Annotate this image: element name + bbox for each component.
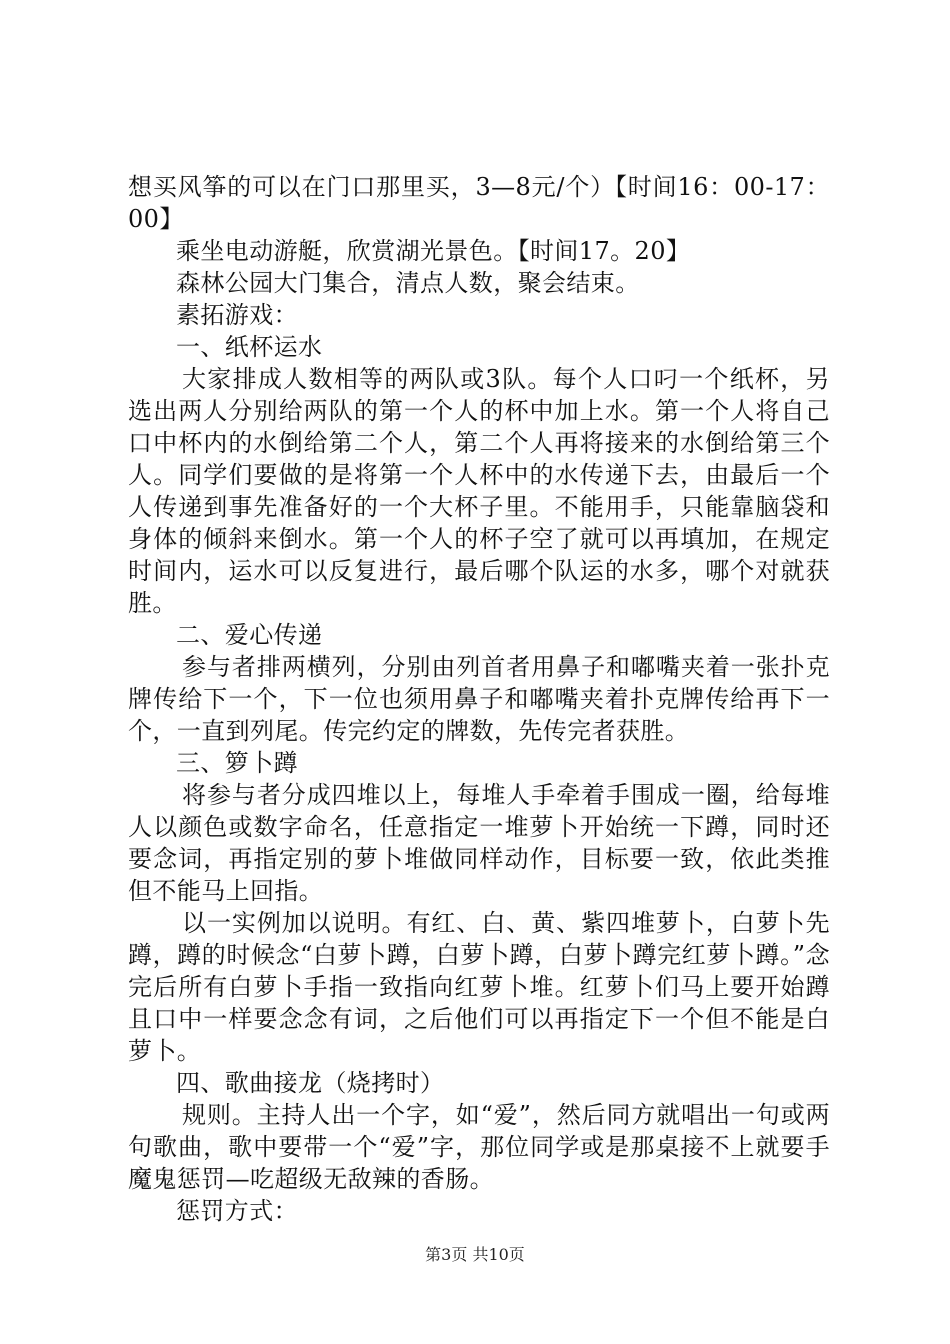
game-heading-love-relay: 二、爱心传递 [176,621,323,649]
game-description-love-relay: 参与者排两横列，分别由列首者用鼻子和嘟嘴夹着一张扑克牌传给下一个，下一位也须用鼻子和嘟嘴夹着扑克牌传给再下一个，一直到列尾。传完约定的牌数，先传完者获胜。 [128,653,830,745]
paragraph-boat-ride: 乘坐电动游艇，欣赏湖光景色。【时间17。20】 [176,237,691,265]
section-heading-penalty: 惩罚方式： [176,1197,298,1225]
document-body [128,171,830,1227]
game-description-cup-water: 大家排成人数相等的两队或3队。每个人口叼一个纸杯，另选出两人分别给两队的第一个人的杯中加上水。第一个人将自己口中杯内的水倒给第二个人，第二个人再将接来的水倒给第三个人。同学们要做的是将第一个人杯中的水传递下去，由最后一个人传递到事先准备好的一个大杯子里。不能用手，只能靠脑袋和身体的倾斜来倒水。第一个人的杯子空了就可以再填加，在规定时间内，运水可以反复进行，最后哪个队运的水多，哪个对就获胜。 [128,365,830,617]
game-example-radish-squat: 以一实例加以说明。有红、白、黄、紫四堆萝卜，白萝卜先蹲，蹲的时候念“白萝卜蹲，白萝卜蹲，白萝卜蹲完红萝卜蹲。”念完后所有白萝卜手指一致指向红萝卜堆。红萝卜们马上要开始蹲且口中一样要念念有词，之后他们可以再指定下一个但不能是白萝卜。 [128,909,830,1065]
game-heading-radish-squat: 三、箩卜蹲 [176,749,298,777]
game-description-radish-squat: 将参与者分成四堆以上，每堆人手牵着手围成一圈，给每堆人以颜色或数字命名，任意指定一堆萝卜开始统一下蹲，同时还要念词，再指定别的萝卜堆做同样动作，目标要一致，依此类推但不能马上回指。 [128,781,830,905]
game-heading-cup-water: 一、纸杯运水 [176,333,323,361]
game-heading-song-chain: 四、歌曲接龙（烧拷时） [176,1069,445,1097]
paragraph-gather-end: 森林公园大门集合，清点人数，聚会结束。 [176,269,640,297]
section-heading-games: 素拓游戏： [176,301,298,329]
game-rules-song-chain: 规则。主持人出一个字，如“爱”，然后同方就唱出一句或两句歌曲，歌中要带一个“爱”字，那位同学或是那桌接不上就要手魔鬼惩罚—吃超级无敌辣的香肠。 [128,1101,830,1193]
page-number-footer: 第3页 共10页 [425,1245,525,1264]
paragraph-kite-purchase: 想买风筝的可以在门口那里买，3—8元/个）【时间16：00-17：00】 [128,173,830,233]
